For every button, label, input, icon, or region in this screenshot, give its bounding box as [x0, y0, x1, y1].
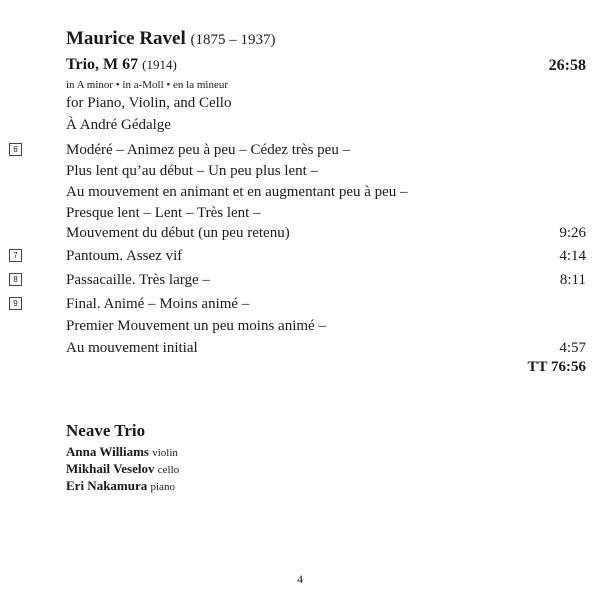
performer-line: [66, 444, 178, 460]
work-title: Trio, M 67: [66, 56, 139, 73]
work-duration: 26:58: [548, 57, 586, 74]
composer-name: Maurice Ravel: [66, 28, 186, 49]
track-duration: 4:14: [559, 248, 586, 264]
performer-line: [66, 478, 175, 494]
track-text-line: Mouvement du début (un peu retenu): [66, 225, 290, 241]
track-number-box: 9: [9, 297, 22, 310]
track-text-line: Presque lent – Lent – Très lent –: [66, 205, 261, 221]
work-title-line: [66, 56, 177, 74]
work-dedication: À André Gédalge: [66, 117, 171, 133]
track-duration: 9:26: [559, 225, 586, 241]
work-keys: in A minor • in a-Moll • en la mineur: [66, 79, 228, 91]
composer-dates: (1875 – 1937): [190, 32, 276, 48]
track-number-box: 8: [9, 273, 22, 286]
track-text-line: Pantoum. Assez vif: [66, 248, 183, 264]
track-duration: 8:11: [559, 272, 586, 288]
track-text-line: Final. Animé – Moins animé –: [66, 296, 250, 312]
performer-instrument: violin: [152, 447, 178, 459]
track-text-line: Plus lent qu’au début – Un peu plus lent –: [66, 163, 319, 179]
track-number-box: 6: [9, 143, 22, 156]
track-duration: 4:57: [559, 340, 586, 356]
track-text-line: Premier Mouvement un peu moins animé –: [66, 318, 326, 334]
performer-instrument: cello: [157, 464, 180, 476]
work-scoring: for Piano, Violin, and Cello: [66, 95, 232, 111]
composer-heading: [66, 28, 276, 50]
track-text-line: Au mouvement initial: [66, 340, 198, 356]
performer-instrument: piano: [150, 481, 175, 493]
ensemble-name: Neave Trio: [66, 421, 146, 440]
performer-name: Mikhail Veselov: [66, 461, 155, 476]
track-text-line: Passacaille. Très large –: [66, 272, 210, 288]
total-time: TT 76:56: [527, 359, 586, 375]
performer-line: [66, 461, 179, 477]
performer-name: Eri Nakamura: [66, 478, 148, 493]
track-text-line: Au mouvement en animant et en augmentant peu à peu –: [66, 184, 408, 200]
track-number-box: 7: [9, 249, 22, 262]
work-year: (1914): [142, 57, 177, 72]
page-number: 4: [297, 572, 303, 586]
performer-name: Anna Williams: [66, 444, 149, 459]
track-text-line: Modéré – Animez peu à peu – Cédez très peu –: [66, 142, 351, 158]
